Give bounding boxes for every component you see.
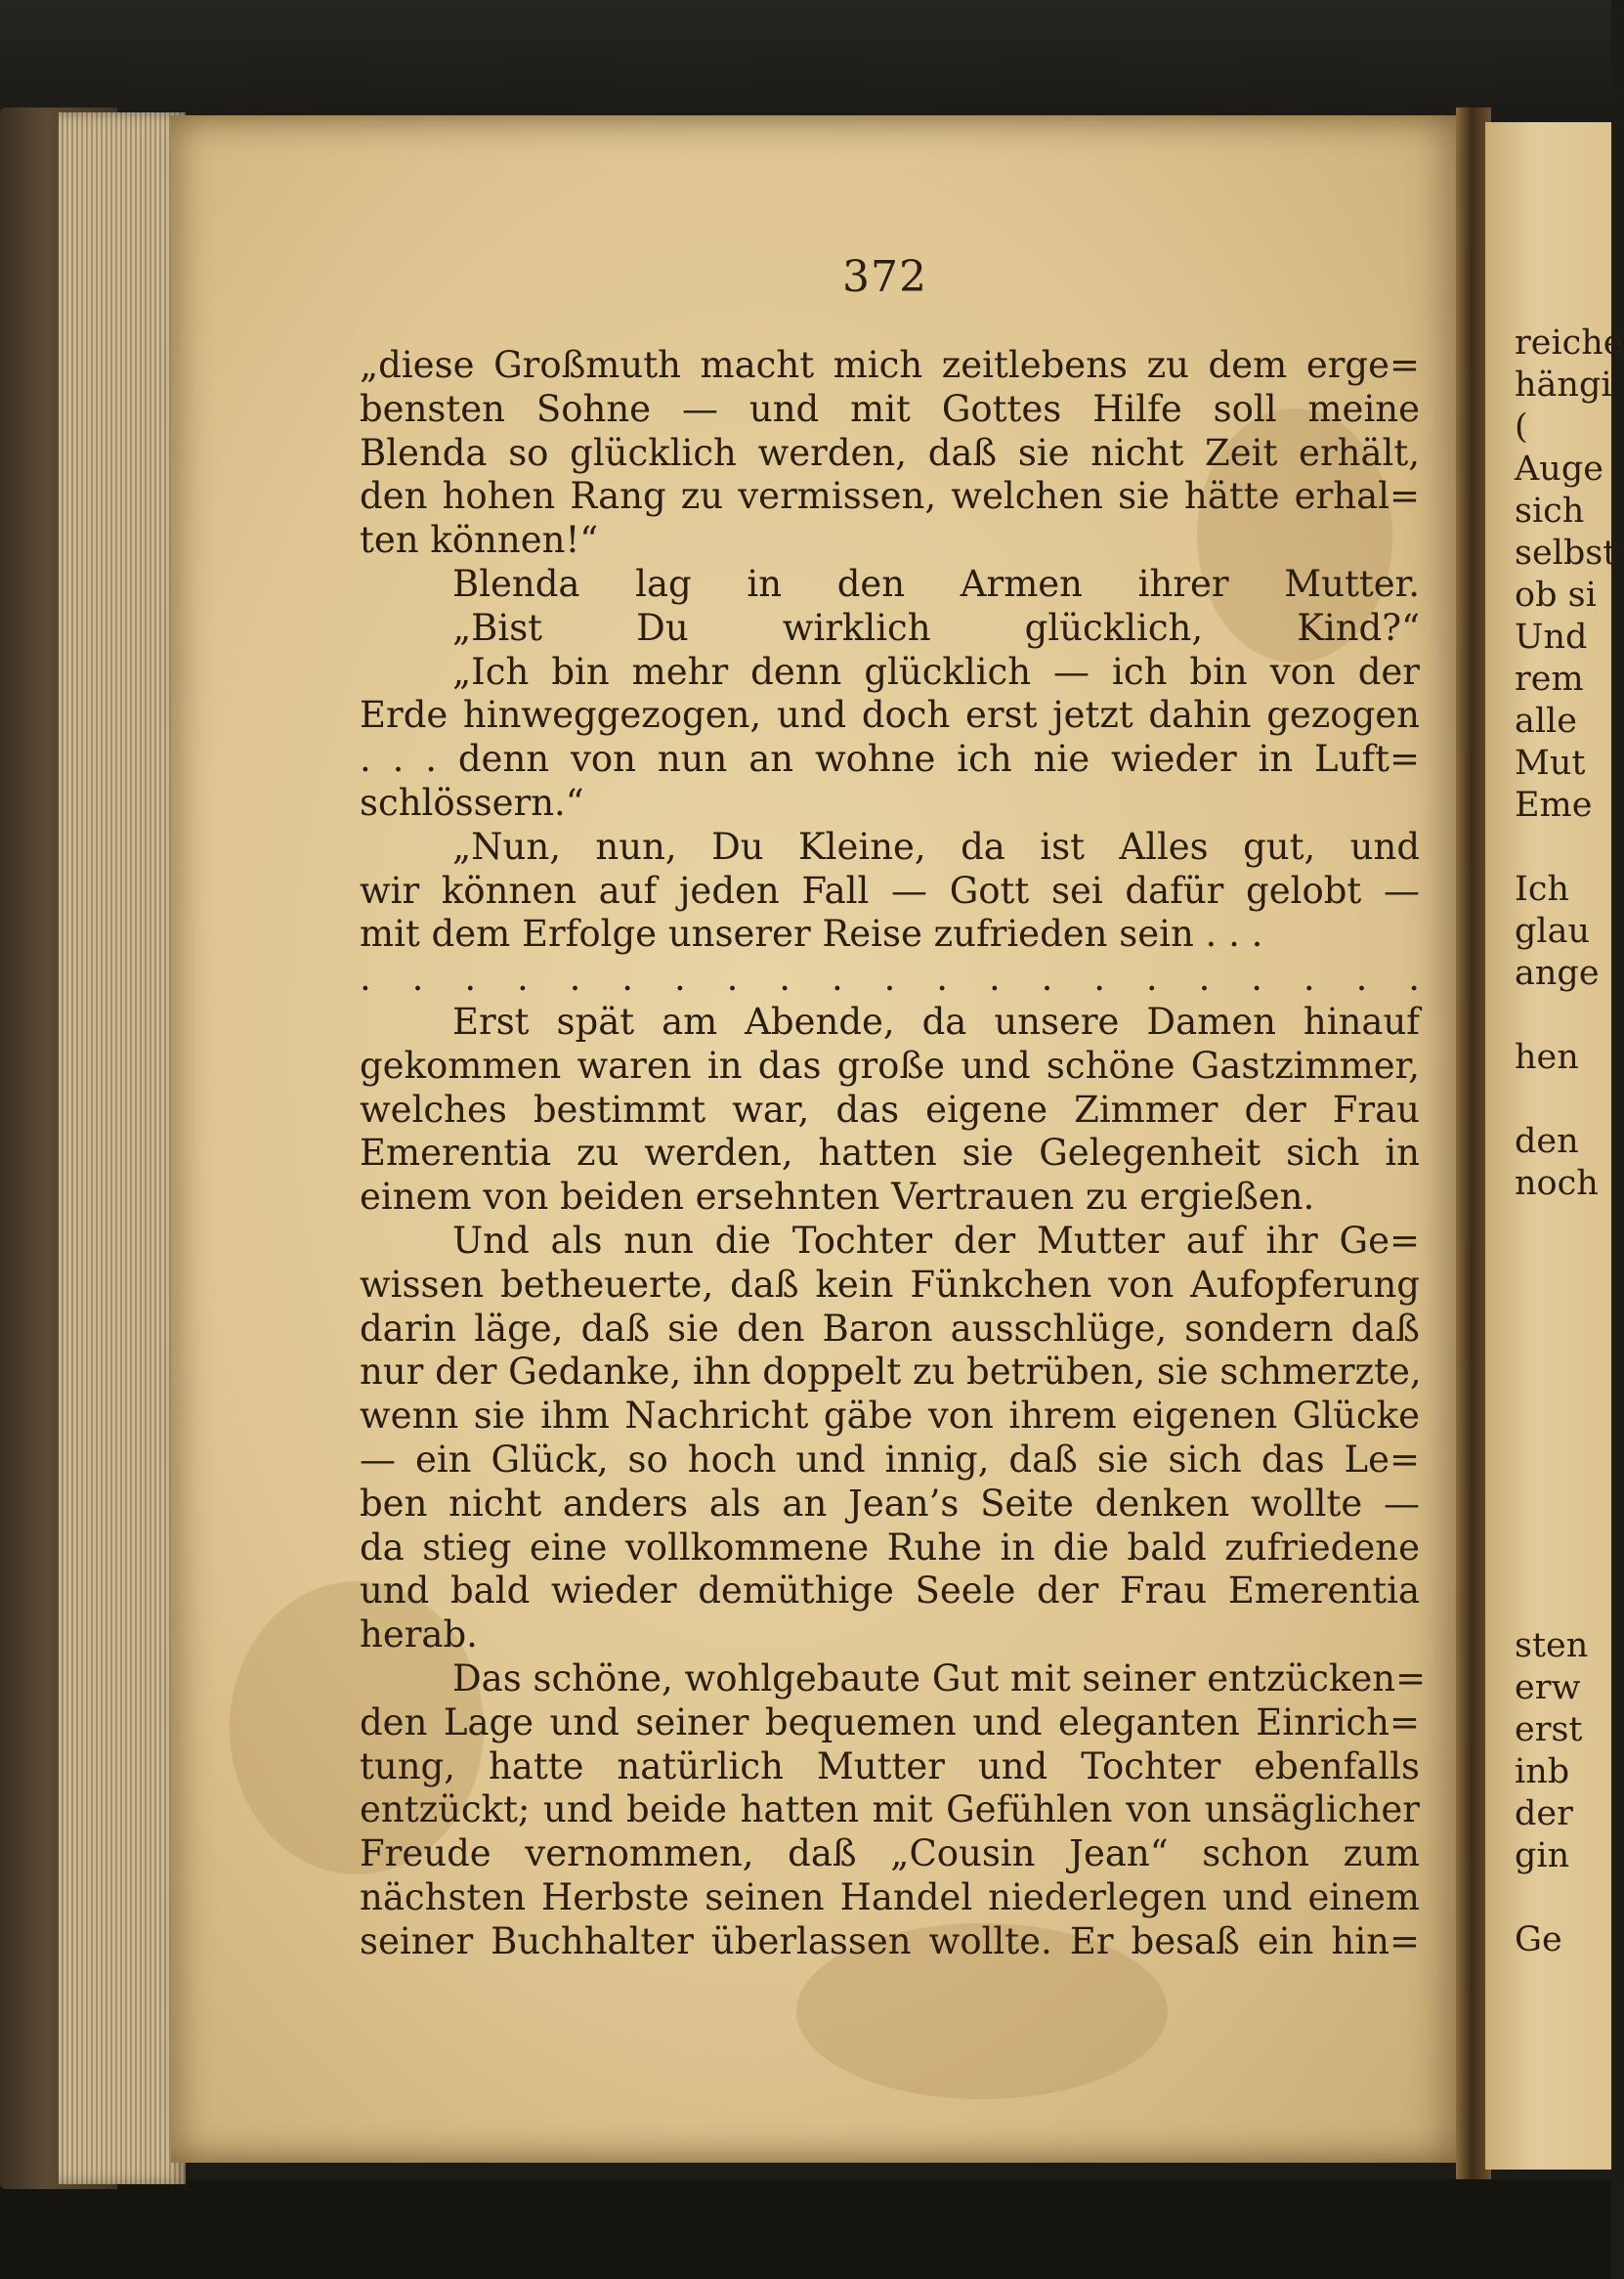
text-line: wissen betheuerte, daß kein Fünkchen von Aufopferung — [360, 1263, 1420, 1306]
facing-text-fragment: noch — [1515, 1164, 1599, 1203]
facing-text-fragment: der — [1515, 1794, 1573, 1833]
page-number: 372 — [842, 252, 927, 302]
text-line: — ein Glück, so hoch und innig, daß sie sich das Le= — [360, 1438, 1420, 1481]
facing-text-fragment: Auge — [1515, 450, 1603, 489]
facing-text-fragment: Und — [1515, 618, 1588, 657]
text-line: nächsten Herbste seinen Handel niederlegen und einem — [360, 1875, 1420, 1918]
facing-text-fragment: erw — [1515, 1668, 1581, 1707]
text-line: ben nicht anders als an Jean’s Seite denken wollte — — [360, 1482, 1420, 1525]
facing-text-fragment: rem — [1515, 660, 1584, 699]
facing-text-fragment: sich — [1515, 492, 1585, 531]
facing-text-fragment: gin — [1515, 1836, 1570, 1875]
facing-text-fragment: den — [1515, 1122, 1579, 1161]
background-bottom — [0, 2179, 1611, 2279]
facing-text-fragment: Ich — [1515, 870, 1569, 909]
text-line: seiner Buchhalter überlassen wollte. Er besaß ein hin= — [360, 1919, 1420, 1962]
facing-text-fragment — [1515, 1877, 1622, 1919]
facing-text-fragment: alle — [1515, 702, 1577, 741]
facing-text-fragment: Mut — [1515, 744, 1586, 783]
text-line: Erde hinweggezogen, und doch erst jetzt dahin gezogen — [360, 694, 1420, 737]
facing-text-fragment — [1515, 1457, 1622, 1499]
facing-text-fragment: ob si — [1515, 576, 1597, 615]
facing-text-fragment: ange — [1515, 954, 1600, 993]
text-line: „Ich bin mehr denn glücklich — ich bin von der — [452, 650, 1420, 693]
text-line: bensten Sohne — und mit Gottes Hilfe soll meine — [360, 387, 1420, 430]
facing-text-fragment — [1515, 1331, 1622, 1373]
text-line: Emerentia zu werden, hatten sie Gelegenheit sich in — [360, 1132, 1420, 1175]
text-line: Und als nun die Tochter der Mutter auf ihr Ge= — [452, 1219, 1420, 1262]
text-line: den Lage und seiner bequemen und eleganten Einrich= — [360, 1700, 1420, 1743]
facing-text-fragment — [1515, 1079, 1622, 1121]
body-text — [360, 344, 1427, 1963]
text-line: einem von beiden ersehnten Vertrauen zu ergießen. — [360, 1176, 1315, 1219]
text-line: herab. — [360, 1613, 478, 1656]
facing-text-fragment — [1515, 1205, 1622, 1247]
facing-text-fragment — [1515, 1289, 1622, 1331]
text-line: ten können!“ — [360, 519, 599, 562]
facing-page-text — [1515, 322, 1622, 1961]
facing-text-fragment — [1515, 1373, 1622, 1415]
facing-text-fragment: ( — [1515, 408, 1528, 447]
text-line: . . . denn von nun an wohne ich nie wieder in Luft= — [360, 738, 1420, 781]
facing-text-fragment: hen — [1515, 1038, 1579, 1077]
text-line: „Bist Du wirklich glücklich, Kind?“ — [452, 606, 1420, 649]
text-line: wenn sie ihm Nachricht gäbe von ihrem eigenen Glücke — [360, 1395, 1420, 1438]
text-line: gekommen waren in das große und schöne Gastzimmer, — [360, 1044, 1420, 1087]
text-line: entzückt; und beide hatten mit Gefühlen von unsäglicher — [360, 1788, 1420, 1831]
facing-text-fragment: sten — [1515, 1626, 1589, 1665]
facing-text-fragment — [1515, 1499, 1622, 1541]
text-line: schlössern.“ — [360, 781, 584, 824]
facing-text-fragment — [1515, 1583, 1622, 1625]
facing-text-fragment: glau — [1515, 912, 1591, 951]
text-line: welches bestimmt war, das eigene Zimmer der Frau — [360, 1088, 1420, 1131]
right-page-edge — [1485, 122, 1624, 2170]
facing-text-fragment — [1515, 827, 1622, 869]
facing-text-fragment: reiche — [1515, 323, 1624, 363]
facing-text-fragment — [1515, 1247, 1622, 1289]
facing-text-fragment: erst — [1515, 1710, 1583, 1749]
facing-text-fragment: hängi — [1515, 366, 1612, 405]
text-line: Blenda so glücklich werden, daß sie nicht Zeit erhält, — [360, 431, 1420, 474]
text-line: und bald wieder demüthige Seele der Frau Emerentia — [360, 1570, 1420, 1612]
facing-text-fragment — [1515, 1415, 1622, 1457]
text-line: den hohen Rang zu vermissen, welchen sie hätte erhal= — [360, 475, 1420, 518]
text-line: . . . . . . . . . . . . . . . . . . . . . — [360, 957, 1420, 1000]
text-line: Das schöne, wohlgebaute Gut mit seiner entzücken= — [452, 1656, 1427, 1699]
text-line: nur der Gedanke, ihn doppelt zu betrüben, sie schmerzte, — [360, 1351, 1422, 1394]
facing-text-fragment: Ge — [1515, 1920, 1562, 1959]
text-line: „diese Großmuth macht mich zeitlebens zu dem erge= — [360, 344, 1420, 386]
text-line: da stieg eine vollkommene Ruhe in die bald zufriedene — [360, 1526, 1420, 1569]
text-line: Freude vernommen, daß „Cousin Jean“ schon zum — [360, 1832, 1420, 1875]
text-line: Erst spät am Abende, da unsere Damen hinauf — [452, 1000, 1420, 1043]
facing-text-fragment — [1515, 1541, 1622, 1583]
facing-text-fragment — [1515, 995, 1622, 1037]
page-block-edges — [59, 112, 186, 2184]
facing-text-fragment: Eme — [1515, 786, 1593, 825]
text-line: wir können auf jeden Fall — Gott sei dafür gelobt — — [360, 869, 1420, 912]
text-line: „Nun, nun, Du Kleine, da ist Alles gut, und — [452, 825, 1420, 868]
text-line: Blenda lag in den Armen ihrer Mutter. — [452, 562, 1420, 605]
text-line: darin läge, daß sie den Baron ausschlüge, sondern daß — [360, 1307, 1420, 1350]
facing-text-fragment: inb — [1515, 1752, 1570, 1791]
text-line: mit dem Erfolge unserer Reise zufrieden sein . . . — [360, 913, 1263, 956]
facing-text-fragment: selbst — [1515, 534, 1617, 573]
text-line: tung, hatte natürlich Mutter und Tochter ebenfalls — [360, 1744, 1420, 1787]
